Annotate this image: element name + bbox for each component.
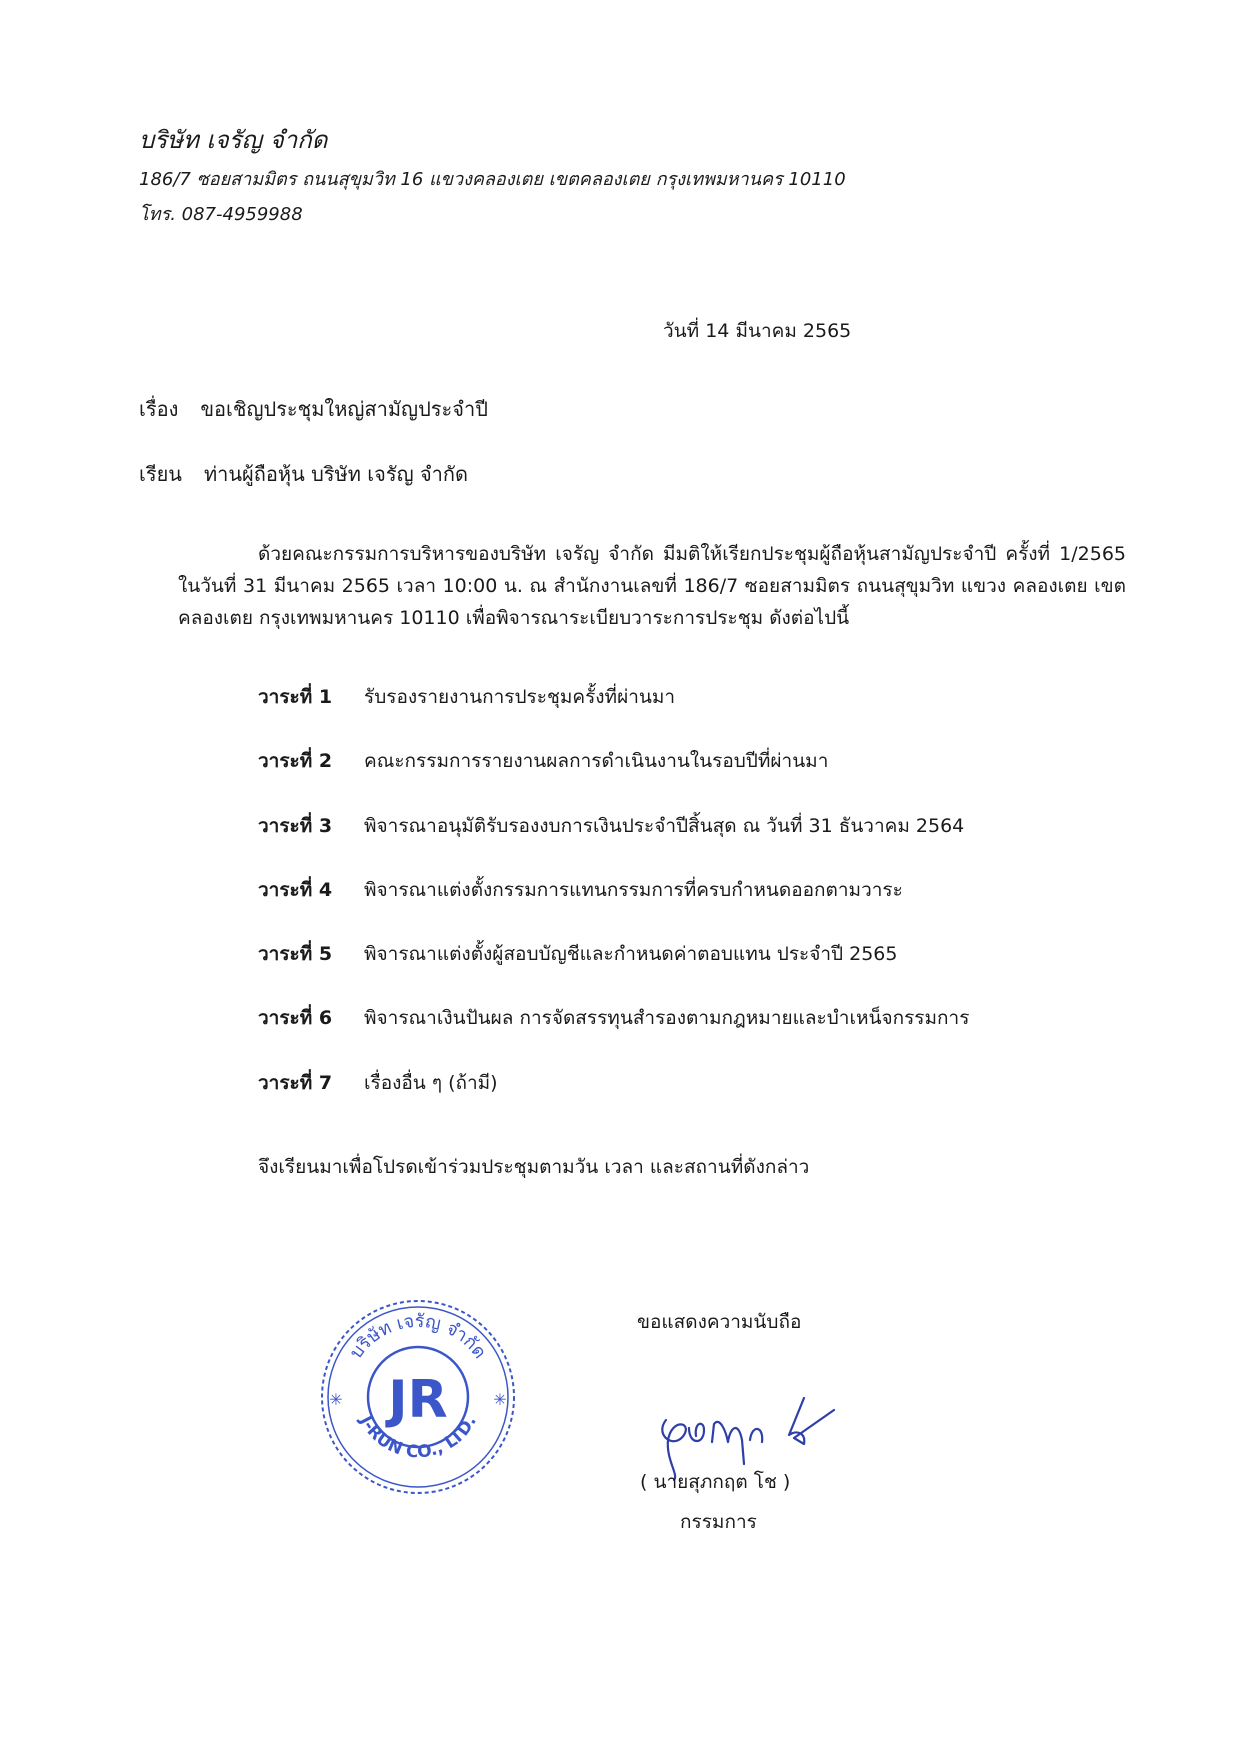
agenda-number: วาระที่ 3	[258, 814, 333, 837]
company-address: 186/7 ซอยสามมิตร ถนนสุขุมวิท 16 แขวงคลองเตย เขตคลองเตย กรุงเทพมหานคร 10110	[139, 169, 846, 190]
agenda-item	[258, 682, 969, 746]
agenda-text: คณะกรรมการรายงานผลการดำเนินงานในรอบปีที่ผ่านมา	[364, 750, 829, 773]
svg-text:✳: ✳	[329, 1390, 343, 1409]
signer-title: กรรมการ	[680, 1511, 757, 1533]
signer-name: ( นายสุภกฤต โช )	[640, 1471, 791, 1493]
svg-text:บริษัท เจรัญ จำกัด	[346, 1311, 491, 1363]
subject-text: ขอเชิญประชุมใหญ่สามัญประจำปี	[200, 397, 488, 421]
agenda-number: วาระที่ 7	[258, 1071, 333, 1094]
body-paragraph: ด้วยคณะกรรมการบริหารของบริษัท เจรัญ จำกัด มีมติให้เรียกประชุมผู้ถือหุ้นสามัญประจำปี ครั้งที่ 1/2565 ในวันที่ 31 มีนาคม 2565 เวลา 10:00 น. ณ สำนักงานเลขที่ 186/7 ซอยสามมิตร ถนนสุขุมวิท แขวง คลองเตย เขตคลองเตย กรุงเทพมหานคร 10110 เพื่อพิจารณาระเบียบวาระการประชุม ดังต่อไปนี้	[178, 543, 1126, 629]
agenda-number: วาระที่ 6	[258, 1007, 333, 1030]
seal-top-text: บริษัท เจรัญ จำกัด	[345, 1310, 491, 1363]
letter-date: วันที่ 14 มีนาคม 2565	[663, 320, 852, 342]
company-name: บริษัท เจรัญ จำกัด	[139, 126, 328, 154]
agenda-item	[258, 746, 969, 810]
subject-label: เรื่อง	[139, 397, 179, 421]
agenda-text: พิจารณาอนุมัติรับรองงบการเงินประจำปีสิ้นสุด ณ วันที่ 31 ธันวาคม 2564	[364, 814, 965, 837]
recipient-text: ท่านผู้ถือหุ้น บริษัท เจรัญ จำกัด	[203, 462, 469, 486]
agenda-item	[258, 1068, 969, 1132]
subject-line	[139, 393, 488, 425]
agenda-item	[258, 875, 969, 939]
agenda-number: วาระที่ 4	[258, 878, 333, 901]
agenda-number: วาระที่ 1	[258, 686, 333, 708]
agenda-list	[258, 682, 969, 1132]
company-phone: โทร. 087-4959988	[139, 204, 303, 225]
agenda-number: วาระที่ 2	[258, 750, 333, 773]
agenda-text: พิจารณาแต่งตั้งกรรมการแทนกรรมการที่ครบกำหนดออกตามวาระ	[364, 878, 903, 901]
seal-bottom-text: J-RUN CO., LTD.	[355, 1412, 481, 1463]
recipient-label: เรียน	[139, 462, 182, 486]
agenda-text: เรื่องอื่น ๆ (ถ้ามี)	[364, 1071, 498, 1094]
agenda-text: รับรองรายงานการประชุมครั้งที่ผ่านมา	[364, 686, 676, 708]
company-seal-icon	[318, 1297, 518, 1497]
agenda-item	[258, 1003, 969, 1067]
agenda-number: วาระที่ 5	[258, 943, 333, 966]
agenda-item	[258, 939, 969, 1003]
complimentary-close: ขอแสดงความนับถือ	[637, 1311, 802, 1333]
seal-monogram: JR	[388, 1370, 448, 1430]
agenda-text: พิจารณาแต่งตั้งผู้สอบบัญชีและกำหนดค่าตอบแทน ประจำปี 2565	[364, 943, 898, 966]
agenda-text: พิจารณาเงินปันผล การจัดสรรทุนสำรองตามกฎหมายและบำเหน็จกรรมการ	[364, 1007, 970, 1030]
agenda-item	[258, 811, 969, 875]
recipient-line	[139, 458, 468, 490]
svg-text:✳: ✳	[493, 1390, 507, 1409]
closing-text: จึงเรียนมาเพื่อโปรดเข้าร่วมประชุมตามวัน เวลา และสถานที่ดังกล่าว	[258, 1156, 810, 1178]
